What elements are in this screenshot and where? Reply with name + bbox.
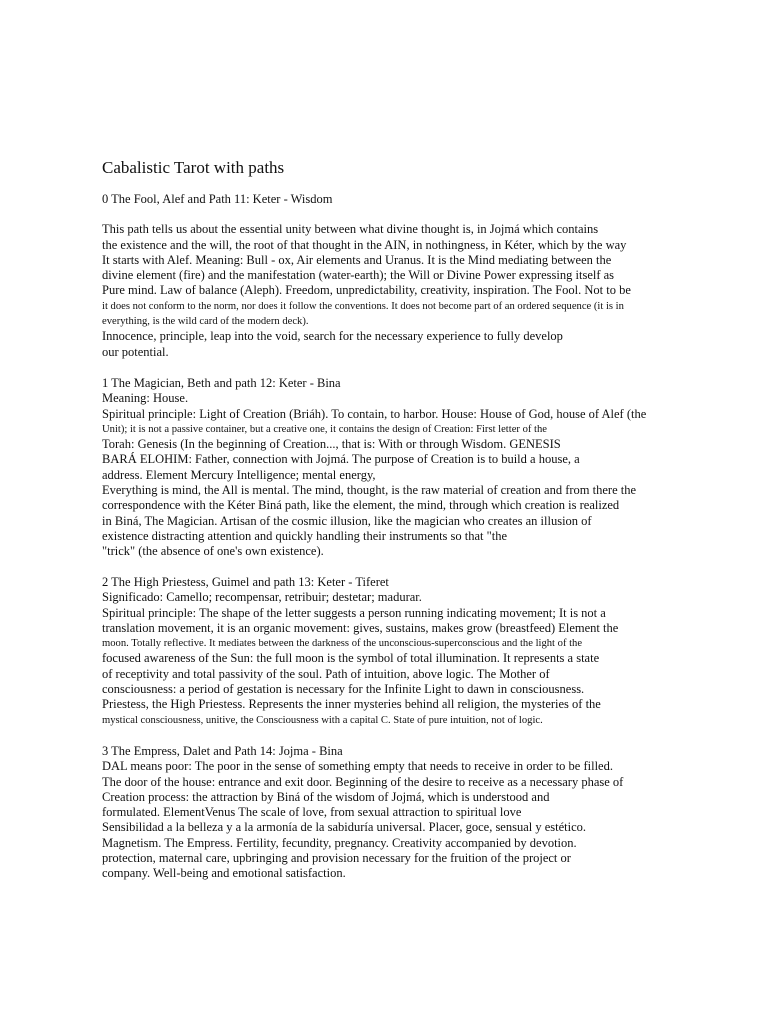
paragraph-line: Torah: Genesis (In the beginning of Creation..., that is: With or through Wisdom. GENESIS (102, 437, 561, 452)
paragraph-line: protection, maternal care, upbringing and provision necessary for the fruition of the project or (102, 851, 571, 866)
paragraph-line: The door of the house: entrance and exit door. Beginning of the desire to receive as a necessary phase of (102, 774, 624, 789)
paragraph-line: Meaning: House. (102, 391, 189, 406)
paragraph-line: DAL means poor: The poor in the sense of something empty that needs to receive in order to be filled. (102, 759, 613, 774)
section-heading: 1 The Magician, Beth and path 12: Keter - Bina (102, 376, 341, 390)
paragraph-line: "trick" (the absence of one's own existence). (102, 544, 324, 559)
paragraph-line: translation movement, it is an organic movement: gives, sustains, makes grow (breastfeed) Element the (102, 620, 619, 635)
section-heading: 0 The Fool, Alef and Path 11: Keter - Wisdom (102, 192, 333, 206)
paragraph-line: formulated. ElementVenus The scale of love, from sexual attraction to spiritual love (102, 805, 522, 820)
paragraph-line: divine element (fire) and the manifestation (water-earth); the Will or Divine Power expressing itself as (102, 268, 615, 283)
document-title: Cabalistic Tarot with paths (102, 158, 285, 177)
paragraph-line: This path tells us about the essential unity between what divine thought is, in Jojmá which contains (102, 222, 599, 237)
paragraph-line: Innocence, principle, leap into the void, search for the necessary experience to fully develop (102, 329, 563, 344)
paragraph-line: company. Well-being and emotional satisfaction. (102, 866, 346, 881)
paragraph-line: our potential. (102, 344, 169, 359)
section-the-high-priestess (102, 575, 702, 728)
paragraph-line: correspondence with the Kéter Biná path, like the element, the mind, through which creation is realized (102, 498, 620, 513)
paragraph-line: focused awareness of the Sun: the full moon is the symbol of total illumination. It represents a state (102, 651, 600, 666)
section-heading: 3 The Empress, Dalet and Path 14: Jojma - Bina (102, 744, 343, 758)
paragraph-line: Spiritual principle: The shape of the letter suggests a person running indicating movement; It is not a (102, 605, 606, 620)
paragraph-line: it does not conform to the norm, nor does it follow the conventions. It does not become part of an ordered sequence (it is in (102, 300, 624, 312)
section-the-empress (102, 744, 702, 882)
paragraph-line: moon. Totally reflective. It mediates between the darkness of the unconscious-superconscious and the light of the (102, 638, 583, 650)
paragraph-line: Everything is mind, the All is mental. The mind, thought, is the raw material of creation and from there the (102, 483, 637, 498)
paragraph-line: Priestess, the High Priestess. Represents the inner mysteries behind all religion, the mysteries of the (102, 697, 601, 712)
paragraph-line: of receptivity and total passivity of the soul. Path of intuition, above logic. The Mother of (102, 666, 550, 681)
paragraph-line: address. Element Mercury Intelligence; mental energy, (102, 467, 376, 482)
paragraph-line: mystical consciousness, unitive, the Consciousness with a capital C. State of pure intuition, not of logic. (102, 714, 543, 726)
paragraph-line: the existence and the will, the root of that thought in the AIN, in nothingness, in Kéter, which by the way (102, 237, 627, 252)
paragraph-line: Sensibilidad a la belleza y a la armonía de la sabiduría universal. Placer, goce, sensual y estético. (102, 820, 587, 835)
paragraph-line: in Biná, The Magician. Artisan of the cosmic illusion, like the magician who creates an illusion of (102, 513, 592, 528)
section-heading: 2 The High Priestess, Guimel and path 13: Keter - Tiferet (102, 575, 389, 589)
section-the-magician (102, 376, 702, 560)
paragraph-line: Creation process: the attraction by Biná of the wisdom of Jojmá, which is understood and (102, 789, 550, 804)
paragraph-line: BARÁ ELOHIM: Father, connection with Jojmá. The purpose of Creation is to build a house, a (102, 452, 580, 467)
paragraph-line: It starts with Alef. Meaning: Bull - ox, Air elements and Uranus. It is the Mind mediating between the (102, 252, 612, 267)
paragraph-line: everything, is the wild card of the modern deck). (102, 316, 309, 328)
paragraph-line: Significado: Camello; recompensar, retribuir; destetar; madurar. (102, 590, 422, 605)
paragraph-line: Magnetism. The Empress. Fertility, fecundity, pregnancy. Creativity accompanied by devotion. (102, 835, 577, 850)
paragraph-line: Unit); it is not a passive container, but a creative one, it contains the design of Creation: First letter of the (102, 423, 547, 435)
paragraph-line: Pure mind. Law of balance (Aleph). Freedom, unpredictability, creativity, inspiration. The Fool. Not to be (102, 283, 631, 298)
paragraph-line: Spiritual principle: Light of Creation (Briáh). To contain, to harbor. House: House of God, house of Alef (the (102, 406, 647, 421)
section-the-fool (102, 192, 702, 360)
paragraph-line: existence distracting attention and quickly handling their instruments so that "the (102, 528, 508, 543)
paragraph-line: consciousness: a period of gestation is necessary for the Infinite Light to dawn in consciousness. (102, 682, 585, 697)
